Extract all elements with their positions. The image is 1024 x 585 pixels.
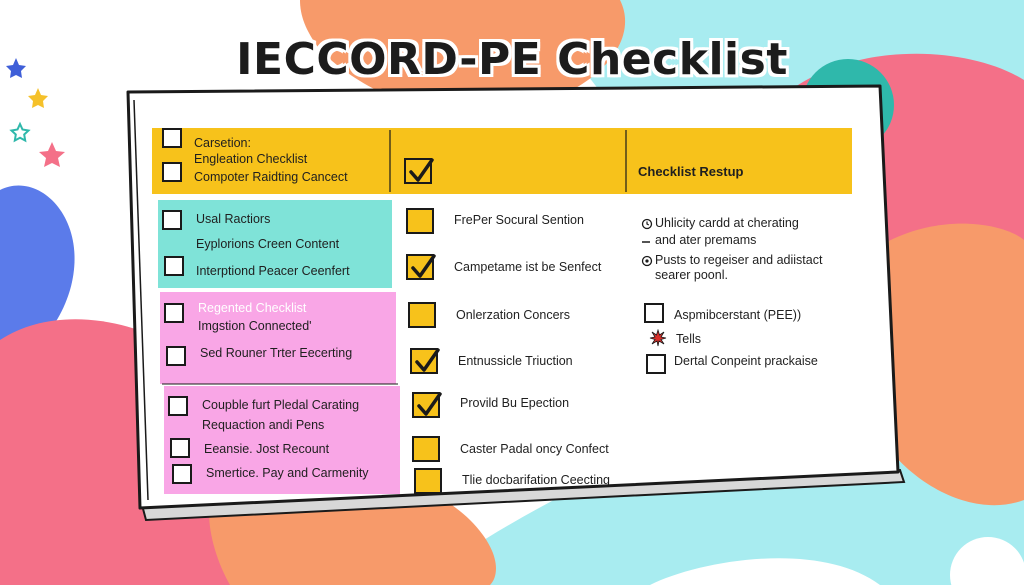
check-icon <box>408 252 438 282</box>
middle-item-7: Tlie docbarifation Ceecting <box>462 473 610 487</box>
page-title: IECCORD-PE Checklist <box>236 34 788 85</box>
right-note-4: searer poonl. <box>655 268 728 282</box>
check-icon <box>406 156 436 186</box>
right-checkbox-1[interactable] <box>644 303 664 323</box>
red-splat-icon <box>649 329 667 347</box>
middle-item-4: Entnussicle Triuction <box>458 354 573 368</box>
middle-checkbox-3[interactable] <box>408 302 436 328</box>
check-icon <box>414 390 444 420</box>
right-checkbox-2[interactable] <box>646 354 666 374</box>
middle-item-2: Campetame ist be Senfect <box>454 260 602 274</box>
left-item-9: Eeansie. Jost Recount <box>204 442 330 456</box>
left-checkbox-4[interactable] <box>166 346 186 366</box>
left-item-6: Sed Rouner Trter Eecerting <box>200 346 353 360</box>
middle-checkbox-5[interactable] <box>412 392 440 418</box>
left-item-1: Usal Ractiors <box>196 212 271 226</box>
left-item-2: Eyplorions Creen Content <box>196 237 340 251</box>
target-icon <box>641 255 653 267</box>
left-item-5: Imgstion Connected' <box>198 319 312 333</box>
left-checkbox-2[interactable] <box>164 256 184 276</box>
left-checkbox-5[interactable] <box>168 396 188 416</box>
left-checkbox-6[interactable] <box>170 438 190 458</box>
left-item-7: Coupble furt Pledal Carating <box>202 398 360 412</box>
header-item-1: Carsetion: <box>194 136 251 150</box>
right-item-2: Tells <box>676 332 702 346</box>
left-item-4: Regented Checklist <box>198 301 307 315</box>
left-item-10: Smertice. Pay and Carmenity <box>206 466 369 480</box>
header-item-2: Engleation Checklist <box>194 152 308 166</box>
check-icon <box>412 346 442 376</box>
right-note-3: Pusts to regeiser and adiistact <box>655 253 823 267</box>
left-item-3: Interptiond Peacer Ceenfert <box>196 264 350 278</box>
middle-checkbox-1[interactable] <box>406 208 434 234</box>
right-note-2: and ater premams <box>655 233 757 247</box>
middle-checkbox-6[interactable] <box>412 436 440 462</box>
clock-icon <box>641 218 653 230</box>
dash-icon <box>641 237 651 247</box>
middle-item-1: FrePer Socural Sention <box>454 213 584 227</box>
middle-checkbox-7[interactable] <box>414 468 442 494</box>
middle-checkbox-4[interactable] <box>410 348 438 374</box>
right-note-1: Uhlicity cardd at cherating <box>655 216 799 230</box>
right-item-1: Aspmibcerstant (PEE)) <box>674 308 802 322</box>
middle-item-6: Caster Padal oncy Confect <box>460 442 609 456</box>
header-right-label: Checklist Restup <box>638 164 744 179</box>
left-checkbox-1[interactable] <box>162 210 182 230</box>
header-item-3: Compoter Raidting Cancect <box>194 170 348 184</box>
header-checkbox-2[interactable] <box>162 162 182 182</box>
header-checkbox-checked[interactable] <box>404 158 432 184</box>
left-checkbox-3[interactable] <box>164 303 184 323</box>
left-item-8: Requaction andi Pens <box>202 418 325 432</box>
right-item-3: Dertal Conpeint prackaise <box>674 354 818 368</box>
middle-item-5: Provild Bu Epection <box>460 396 570 410</box>
middle-item-3: Onlerzation Concers <box>456 308 570 322</box>
header-checkbox-1[interactable] <box>162 128 182 148</box>
middle-checkbox-2[interactable] <box>406 254 434 280</box>
left-checkbox-7[interactable] <box>172 464 192 484</box>
